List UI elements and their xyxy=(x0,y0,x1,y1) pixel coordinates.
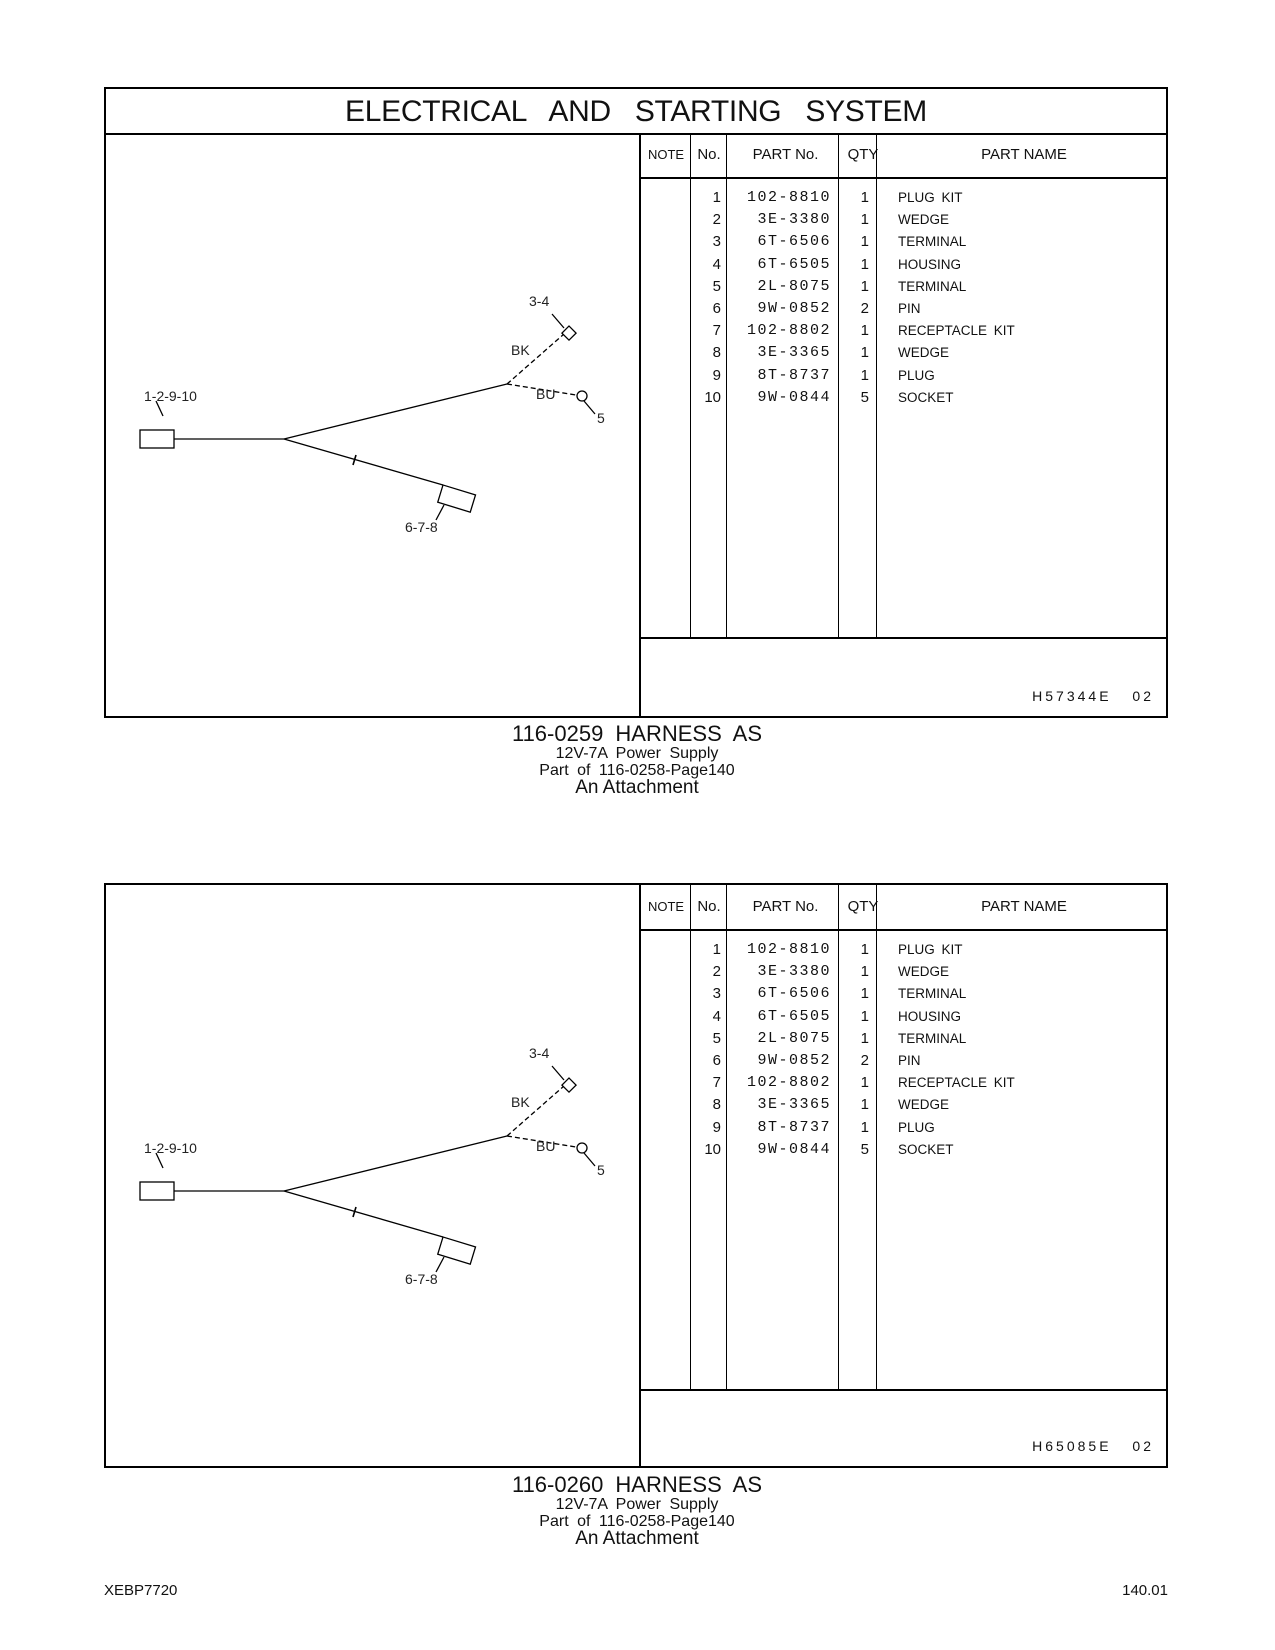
harness-title: 116-0259 HARNESS AS xyxy=(511,721,763,746)
harness-diagram-1 xyxy=(106,133,639,716)
table-row: 10 9W-0844 5 SOCKET xyxy=(704,388,954,406)
table-row: 6 9W-0852 2 PIN xyxy=(712,1051,921,1069)
header-no: No. xyxy=(697,898,721,915)
harness-parent-ref: Part of 116-0258-Page140 xyxy=(539,762,735,779)
wire-lower xyxy=(284,439,443,485)
label-bu: BU xyxy=(536,386,556,402)
table-row: 7 102-8802 1 RECEPTACLE KIT xyxy=(712,1074,1015,1092)
label-6-7-8: 6-7-8 xyxy=(405,1271,438,1287)
harness-attachment-note: An Attachment xyxy=(575,1528,699,1549)
page-number: 140.01 xyxy=(1122,1582,1168,1599)
parts-rows xyxy=(641,939,1166,1161)
label-3-4: 3-4 xyxy=(529,1045,550,1061)
document-code: XEBP7720 xyxy=(104,1582,178,1599)
table-row: 1 102-8810 1 PLUG KIT xyxy=(712,189,963,206)
wire-lower xyxy=(284,1191,443,1237)
harness-diagram-2 xyxy=(106,885,639,1466)
wire-upper xyxy=(284,1136,507,1191)
terminal-5 xyxy=(577,391,587,401)
table-row: 5 2L-8075 1 TERMINAL xyxy=(712,1029,967,1047)
table-row: 9 8T-8737 1 PLUG xyxy=(712,366,935,384)
diagram-labels xyxy=(144,1045,605,1287)
label-bu: BU xyxy=(536,1138,556,1154)
table-row: 4 6T-6505 1 HOUSING xyxy=(712,255,962,273)
header-qty: QTY xyxy=(847,898,879,915)
terminal-3-4 xyxy=(562,326,576,340)
label-5: 5 xyxy=(597,1162,605,1178)
label-bk: BK xyxy=(511,342,530,358)
illustration-ref-code: H57344E 02 xyxy=(1032,688,1154,704)
harness-subtitle: 12V-7A Power Supply xyxy=(555,1496,719,1513)
label-5: 5 xyxy=(597,410,605,426)
parts-table-2 xyxy=(639,885,1166,1466)
table-row: 10 9W-0844 5 SOCKET xyxy=(704,1140,954,1158)
parts-panel-1 xyxy=(104,87,1168,718)
main-connector xyxy=(140,430,174,448)
header-part-name: PART NAME xyxy=(981,146,1067,163)
table-row: 2 3E-3380 1 WEDGE xyxy=(712,211,950,229)
header-no: No. xyxy=(697,146,721,163)
table-row: 3 6T-6506 1 TERMINAL xyxy=(712,233,967,251)
footer-divider xyxy=(641,637,1166,639)
header-part-no: PART No. xyxy=(752,898,819,915)
label-3-4: 3-4 xyxy=(529,293,550,309)
receptacle-connector xyxy=(438,1237,476,1264)
wire-upper xyxy=(284,384,507,439)
table-row: 1 102-8810 1 PLUG KIT xyxy=(712,941,963,958)
terminal-3-4 xyxy=(562,1078,576,1092)
harness-parent-ref: Part of 116-0258-Page140 xyxy=(539,1513,735,1530)
label-main: 1-2-9-10 xyxy=(144,388,197,404)
parts-rows xyxy=(641,187,1166,409)
harness-caption-2 xyxy=(404,1474,870,1547)
header-divider xyxy=(641,177,1166,179)
page-title: ELECTRICAL AND STARTING SYSTEM xyxy=(106,89,1166,135)
header-note: NOTE xyxy=(647,899,685,914)
parts-panel-2 xyxy=(104,883,1168,1468)
header-part-name: PART NAME xyxy=(981,898,1067,915)
label-6-7-8: 6-7-8 xyxy=(405,519,438,535)
harness-caption-1 xyxy=(404,723,870,796)
table-row: 9 8T-8737 1 PLUG xyxy=(712,1118,935,1136)
table-row: 7 102-8802 1 RECEPTACLE KIT xyxy=(712,322,1015,340)
header-divider xyxy=(641,929,1166,931)
table-row: 8 3E-3365 1 WEDGE xyxy=(712,344,950,362)
table-row: 3 6T-6506 1 TERMINAL xyxy=(712,985,967,1003)
label-main: 1-2-9-10 xyxy=(144,1140,197,1156)
table-row: 2 3E-3380 1 WEDGE xyxy=(712,963,950,981)
main-connector xyxy=(140,1182,174,1200)
table-row: 8 3E-3365 1 WEDGE xyxy=(712,1096,950,1114)
footer-divider xyxy=(641,1389,1166,1391)
header-note: NOTE xyxy=(647,147,685,162)
terminal-5 xyxy=(577,1143,587,1153)
header-qty: QTY xyxy=(847,146,879,163)
illustration-ref-code: H65085E 02 xyxy=(1032,1438,1154,1454)
receptacle-connector xyxy=(438,485,476,512)
harness-attachment-note: An Attachment xyxy=(575,777,699,798)
label-bk: BK xyxy=(511,1094,530,1110)
harness-title: 116-0260 HARNESS AS xyxy=(511,1472,763,1497)
harness-subtitle: 12V-7A Power Supply xyxy=(555,745,719,762)
table-row: 6 9W-0852 2 PIN xyxy=(712,299,921,317)
parts-table-1 xyxy=(639,133,1166,716)
diagram-labels xyxy=(144,293,605,535)
table-row: 5 2L-8075 1 TERMINAL xyxy=(712,277,967,295)
header-part-no: PART No. xyxy=(752,146,819,163)
table-row: 4 6T-6505 1 HOUSING xyxy=(712,1007,962,1025)
